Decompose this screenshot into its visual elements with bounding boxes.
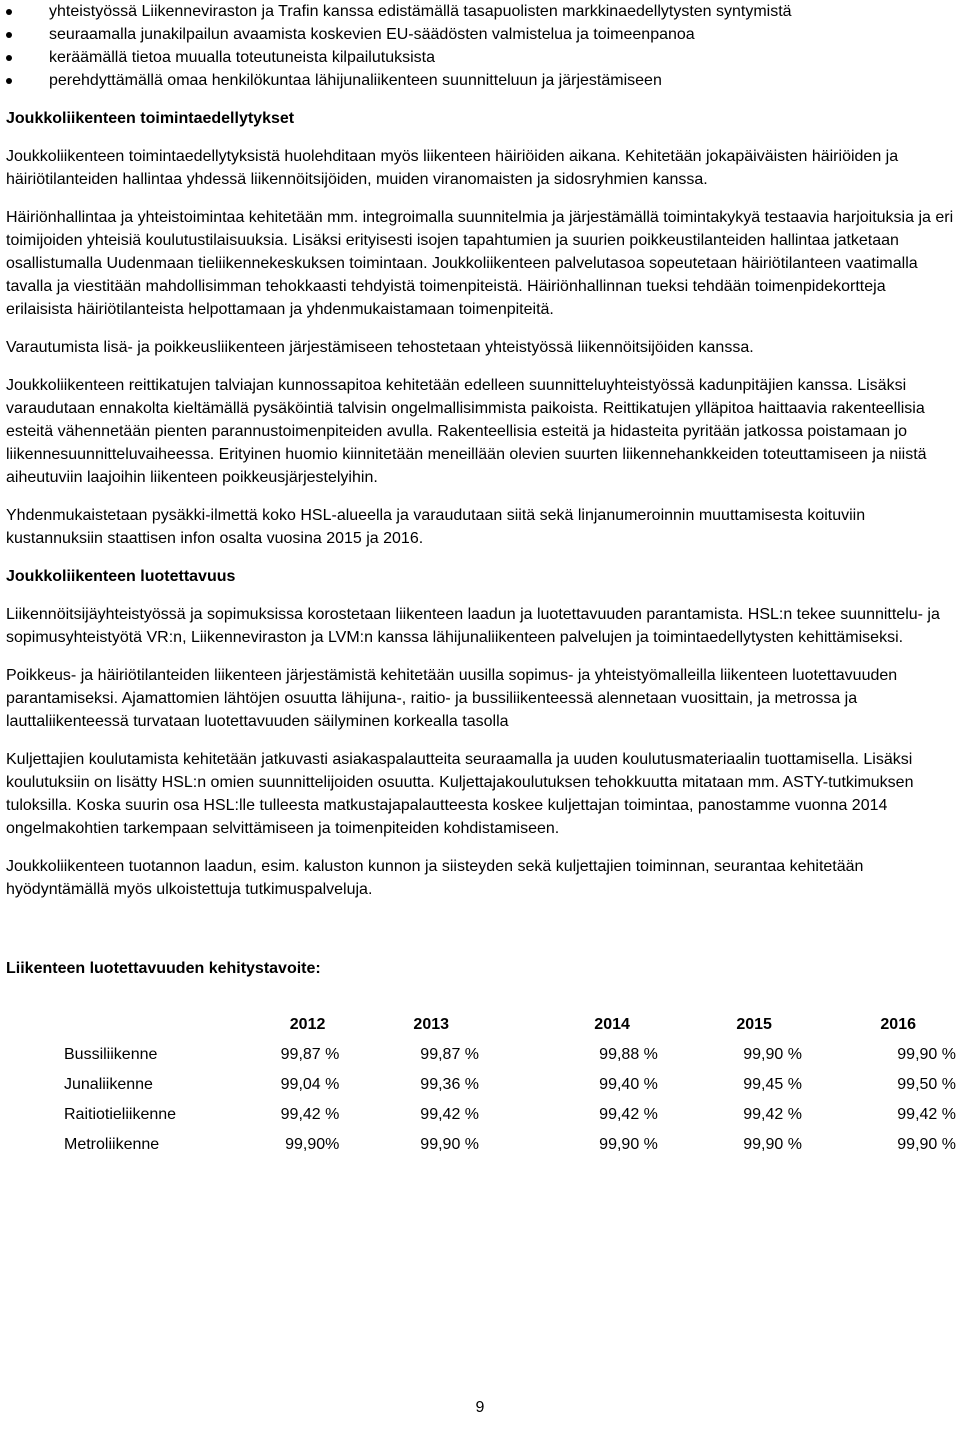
paragraph: Yhdenmukaistetaan pysäkki-ilmettä koko HSL-alueella ja varaudutaan siitä sekä linjanumeroinnin muuttamisesta koituviin kustannuksiin staattisen infon osalta vuosina 2015 ja 2016.: [6, 507, 866, 547]
table-row: [64, 1130, 956, 1160]
table-header-row: [64, 1010, 956, 1040]
table-cell: 99,42 %: [897, 1106, 956, 1123]
paragraph: Häiriönhallintaa ja yhteistoimintaa kehitetään mm. integroimalla suunnitelmia ja järjestämällä toimintakykyä testaavia harjoituksia ja eri toimijoiden yhteisiä koulutustilaisuuksia. Lisäksi erityisesti isojen tapahtumien ja suurien poikkeustilanteiden hallintaa jatketaan osallistumalla Uudenmaan tieliikennekeskuksen toimintaan. Joukkoliikenteen palvelutasoa sopeutetaan häiriötilanteen vaatimalla tavalla ja viestitään mahdollisimman tehokkaasti tehdyistä toimenpiteistä. Häiriönhallinnan tueksi tehdään toimenpidekortteja erilaisista häiriötilanteista helpottamaan ja yhdenmukaistamaan toimenpiteitä.: [6, 209, 954, 318]
table-row-label: Bussiliikenne: [64, 1046, 158, 1063]
table-cell: 99,90 %: [897, 1136, 956, 1153]
paragraph: Joukkoliikenteen tuotannon laadun, esim. kaluston kunnon ja siisteyden sekä kuljettajien toiminnan, seurantaa kehitetään hyödyntämällä myös ulkoistettuja tutkimuspalveluja.: [6, 858, 864, 898]
bullet-item: seuraamalla junakilpailun avaamista koskevien EU-säädösten valmistelua ja toimeenpanoa: [6, 23, 956, 46]
table-header-year: 2015: [736, 1016, 772, 1033]
table-header-year: 2012: [289, 1016, 326, 1033]
section-heading-luotettavuus: Joukkoliikenteen luotettavuus: [6, 568, 236, 585]
bullet-list: [6, 0, 956, 92]
table-cell: 99,42 %: [420, 1106, 480, 1123]
section-heading-toimintaedellytykset: Joukkoliikenteen toimintaedellytykset: [6, 110, 295, 127]
table-header-blank: [64, 1010, 244, 1040]
paragraph: Varautumista lisä- ja poikkeusliikenteen järjestämiseen tehostetaan yhteistyössä liikennöitsijöiden kanssa.: [6, 339, 754, 356]
table-cell: 99,90 %: [743, 1136, 802, 1153]
table-header-year: 2014: [594, 1016, 630, 1033]
table-cell: 99,90 %: [743, 1046, 802, 1063]
table-cell: 99,45 %: [743, 1076, 802, 1093]
document-page: [6, 0, 956, 1160]
table-cell: 99,90 %: [897, 1046, 956, 1063]
bullet-item: yhteistyössä Liikenneviraston ja Trafin kanssa edistämällä tasapuolisten markkinaedellytysten syntymistä: [6, 0, 956, 23]
paragraph: Joukkoliikenteen toimintaedellytyksistä huolehditaan myös liikenteen häiriöiden aikana. Kehitetään jokapäiväisten häiriöiden ja häiriötilanteiden hallintaa yhdessä liikennöitsijöiden, muiden viranomaisten ja sidosryhmien kanssa.: [6, 148, 899, 188]
reliability-targets-table: [64, 1010, 956, 1160]
table-cell: 99,90 %: [599, 1136, 658, 1153]
paragraph: Joukkoliikenteen reittikatujen talviajan kunnossapitoa kehitetään edelleen suunnitteluyhteistyössä kadunpitäjien kanssa. Lisäksi varaudutaan ennakolta kieltämällä pysäköintiä talvisin ongelmallisimmista paikoista. Reittikatujen ylläpitoa haittaavia rakenteellisia esteitä vähennetään pienten parannustoimenpiteiden avulla. Rakenteellisia esteitä ja hidasteita pyritään jatkossa poistamaan jo liikennesuunnitteluvaiheessa. Erityinen huomio kiinnitetään meneillään olevien suurten liikennehankkeiden toteuttamiseen ja niistä aiheutuviin laajoihin liikenteen poikkeusjärjestelyihin.: [6, 377, 927, 486]
table-header-year: 2013: [413, 1016, 450, 1033]
paragraph: Liikennöitsijäyhteistyössä ja sopimuksissa korostetaan liikenteen laadun ja luotettavuuden parantamista. HSL:n tekee suunnittelu- ja sopimusyhteistyötä VR:n, Liikenneviraston ja LVM:n kanssa lähijunaliikenteen palvelujen ja toimintaedellytysten kehittämiseksi.: [6, 606, 940, 646]
table-cell: 99,88 %: [599, 1046, 658, 1063]
bullet-item: keräämällä tietoa muualla toteutuneista kilpailutuksista: [6, 46, 956, 69]
table-cell: 99,90%: [285, 1136, 340, 1153]
table-row-label: Junaliikenne: [64, 1076, 153, 1093]
table-cell: 99,87 %: [280, 1046, 340, 1063]
table-row-label: Raitiotieliikenne: [64, 1106, 177, 1123]
table-row: [64, 1040, 956, 1070]
table-cell: 99,50 %: [897, 1076, 956, 1093]
table-cell: 99,36 %: [420, 1076, 480, 1093]
table-cell: 99,87 %: [420, 1046, 480, 1063]
table-cell: 99,42 %: [599, 1106, 658, 1123]
table-row: [64, 1100, 956, 1130]
table-header-year: 2016: [880, 1016, 916, 1033]
table-row: [64, 1070, 956, 1100]
page-number: 9: [475, 1399, 485, 1416]
table-cell: 99,42 %: [280, 1106, 340, 1123]
bullet-item: perehdyttämällä omaa henkilökuntaa lähijunaliikenteen suunnitteluun ja järjestämiseen: [6, 69, 956, 92]
table-cell: 99,40 %: [599, 1076, 658, 1093]
paragraph: Poikkeus- ja häiriötilanteiden liikenteen järjestämistä kehitetään uusilla sopimus- ja yhteistyömalleilla liikenteen luotettavuuden parantamiseksi. Ajamattomien lähtöjen osuutta lähijuna-, raitio- ja bussiliikenteessä alennetaan vuosittain, ja metrossa ja lauttaliikenteessä turvataan luotettavuuden säilyminen korkealla tasolla: [6, 667, 898, 730]
table-row-label: Metroliikenne: [64, 1136, 160, 1153]
table-cell: 99,90 %: [420, 1136, 480, 1153]
table-cell: 99,42 %: [743, 1106, 802, 1123]
section-heading-kehitystavoite: Liikenteen luotettavuuden kehitystavoite:: [6, 960, 321, 977]
paragraph: Kuljettajien koulutamista kehitetään jatkuvasti asiakaspalautteita seuraamalla ja uuden koulutusmateriaalin tuottamisella. Lisäksi koulutuksiin on lisätty HSL:n omien suunnittelijoiden osuutta. Kuljettajakoulutuksen tehokkuutta mitataan mm. ASTY-tutkimuksen tuloksilla. Koska suurin osa HSL:lle tulleesta matkustajapalautteesta koskee kuljettajan toimintaa, panostamme vuonna 2014 ongelmakohtien tarkempaan selvittämiseen ja toimenpiteiden kohdistamiseen.: [6, 751, 914, 837]
table-cell: 99,04 %: [280, 1076, 340, 1093]
